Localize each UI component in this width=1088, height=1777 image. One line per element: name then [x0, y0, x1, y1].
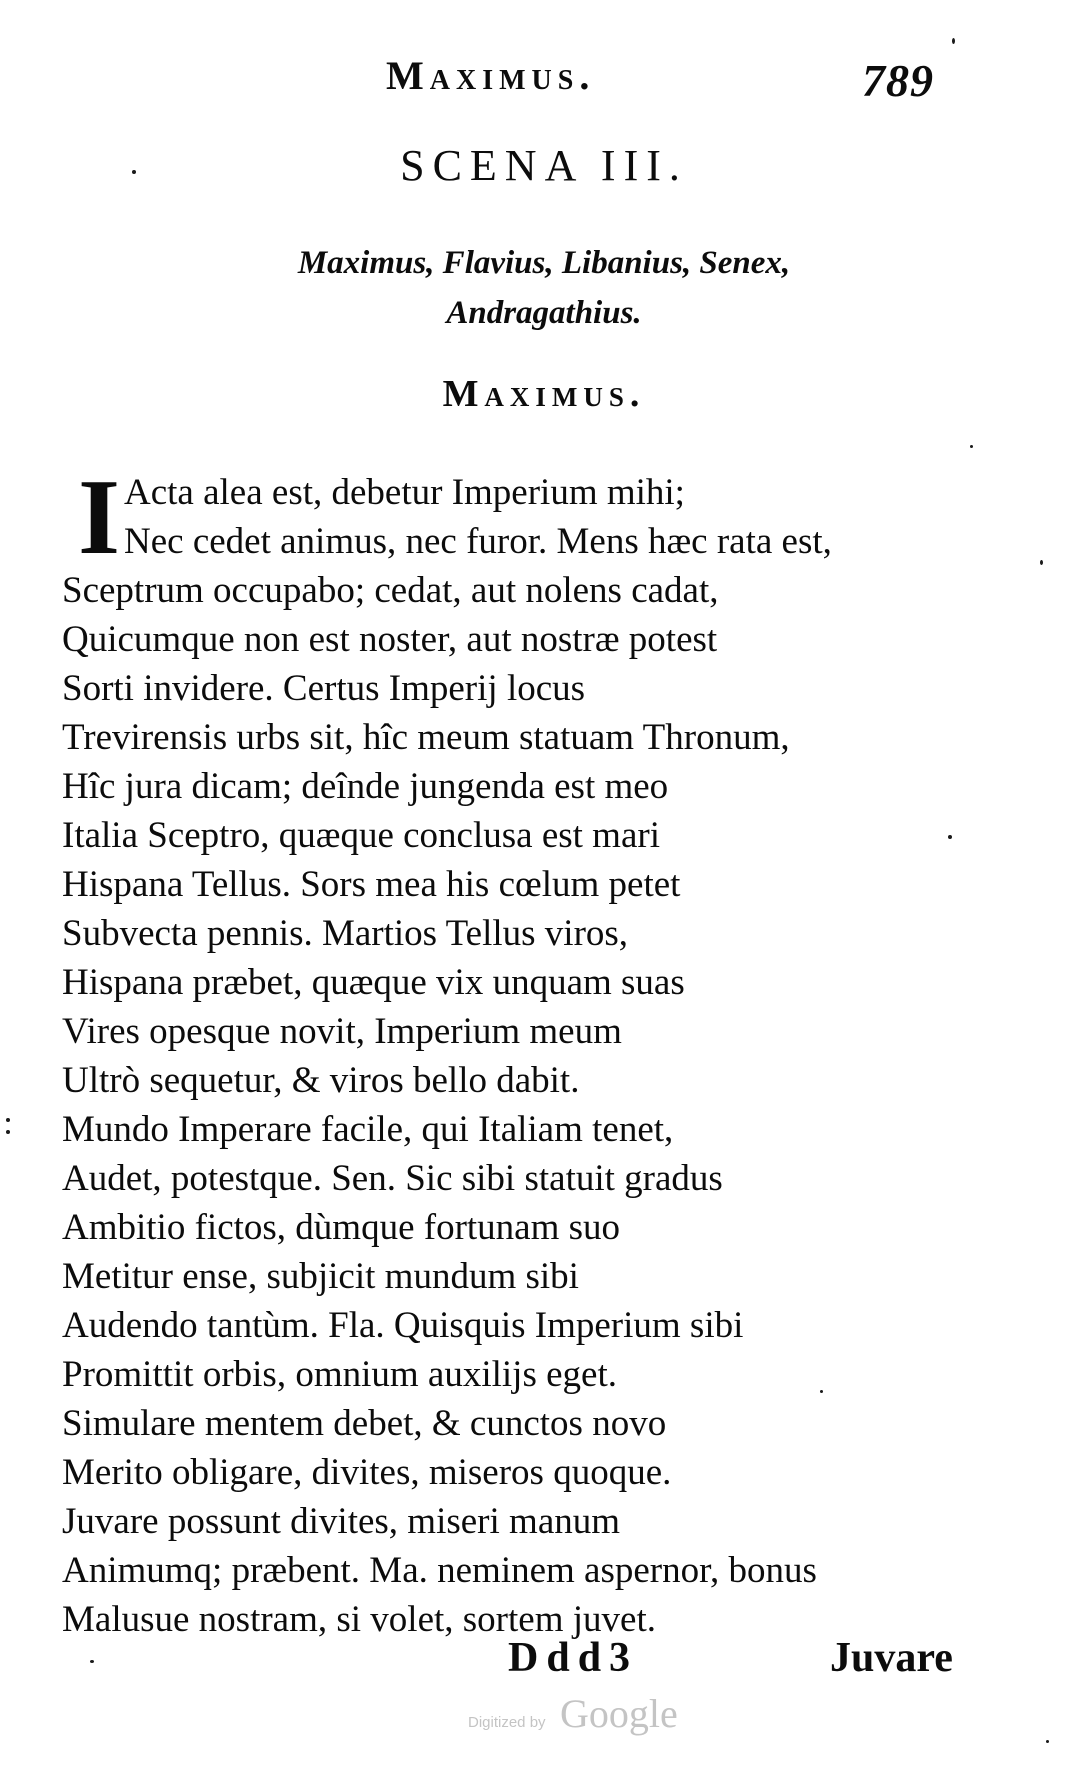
verse-line: Metitur ense, subjicit mundum sibi — [62, 1256, 579, 1297]
print-speck — [820, 1390, 823, 1393]
print-speck — [970, 445, 973, 448]
verse-line: Trevirensis urbs sit, hîc meum statuam Thronum, — [62, 717, 790, 758]
verse-line: Ultrò sequetur, & viros bello dabit. — [62, 1060, 580, 1101]
verse-line: Acta alea est, debetur Imperium mihi; — [124, 472, 685, 513]
print-speck — [6, 1118, 10, 1122]
footer-row — [0, 1634, 1088, 1694]
verse-line: Hispana præbet, quæque vix unquam suas — [62, 962, 685, 1003]
catchword: Juvare — [830, 1635, 953, 1681]
verse-line: Animumq; præbent. Ma. neminem aspernor, bonus — [62, 1550, 817, 1591]
verse-line: Juvare possunt divites, miseri manum — [62, 1501, 621, 1542]
drop-cap: I — [78, 458, 121, 577]
verse-line: Sorti invidere. Certus Imperij locus — [62, 668, 586, 709]
running-title: Maximus. — [386, 53, 596, 98]
watermark-brand: Google — [560, 1691, 678, 1736]
print-speck — [952, 38, 955, 44]
print-speck — [948, 835, 952, 839]
signature-mark: Ddd3 — [508, 1635, 639, 1681]
verse-line: Simulare mentem debet, & cunctos novo — [62, 1403, 667, 1444]
dramatis-personae — [0, 238, 1088, 338]
scene-heading: SCENA III. — [400, 141, 688, 190]
verse-line: Hispana Tellus. Sors mea his cœlum petet — [62, 864, 681, 905]
verse-line: Mundo Imperare facile, qui Italiam tenet, — [62, 1109, 674, 1150]
digitization-watermark — [468, 1690, 708, 1740]
verse-block — [62, 458, 992, 1644]
verse-line: Hîc jura dicam; deînde jungenda est meo — [62, 766, 669, 807]
print-speck — [1040, 560, 1043, 565]
verse-line: Merito obligare, divites, miseros quoque. — [62, 1452, 672, 1493]
verse-line: Malusue nostram, si volet, sortem juvet. — [62, 1599, 656, 1640]
page-number: 789 — [862, 55, 934, 106]
verse-line: Promittit orbis, omnium auxilijs eget. — [62, 1354, 617, 1395]
print-speck — [90, 1660, 94, 1663]
opening-lines — [62, 458, 992, 577]
verse-line: Vires opesque novit, Imperium meum — [62, 1011, 622, 1052]
speaker-name: Maximus. — [442, 373, 646, 415]
verse-line: Quicumque non est noster, aut nostræ potest — [62, 619, 718, 660]
watermark-prefix: Digitized by — [468, 1714, 546, 1731]
verse-line: Subvecta pennis. Martios Tellus viros, — [62, 913, 629, 954]
print-speck — [1046, 1740, 1049, 1743]
verse-line: Audendo tantùm. Fla. Quisquis Imperium sibi — [62, 1305, 744, 1346]
verse-line: Ambitio fictos, dùmque fortunam suo — [62, 1207, 621, 1248]
characters-line-2: Andragathius. — [446, 295, 642, 331]
print-speck — [6, 1130, 10, 1134]
verse-line: Sceptrum occupabo; cedat, aut nolens cadat, — [62, 570, 719, 611]
verse-line: Audet, potestque. Sen. Sic sibi statuit gradus — [62, 1158, 723, 1199]
verse-line: Nec cedet animus, nec furor. Mens hæc rata est, — [124, 521, 832, 562]
running-head — [0, 52, 1088, 112]
print-speck — [132, 170, 136, 174]
verse-line: Italia Sceptro, quæque conclusa est mari — [62, 815, 660, 856]
characters-line-1: Maximus, Flavius, Libanius, Senex, — [297, 245, 791, 281]
